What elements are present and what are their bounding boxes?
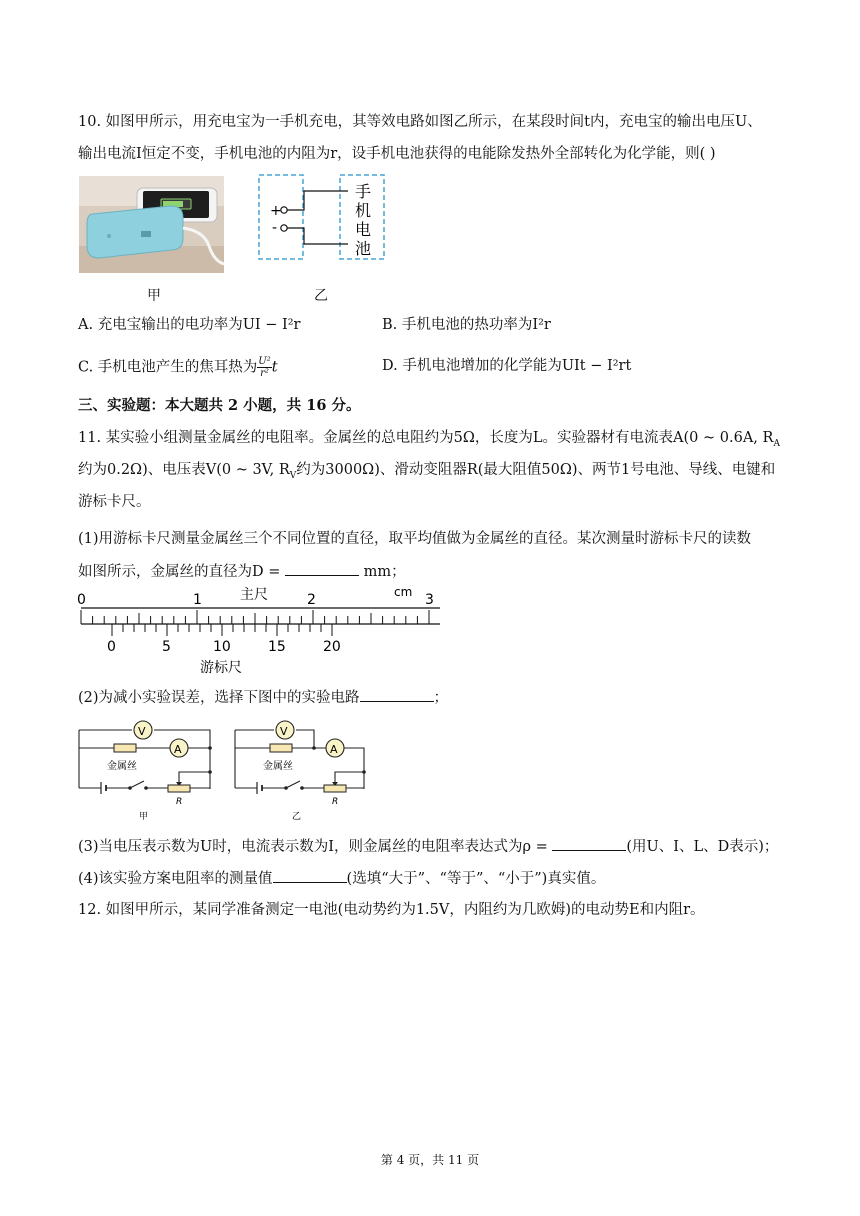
answer-blank-comparison[interactable] bbox=[273, 868, 347, 883]
q11-line3: 游标卡尺。 bbox=[78, 494, 151, 510]
q11-part4 bbox=[78, 868, 605, 889]
wire-label: 金属丝 bbox=[263, 761, 293, 772]
main-tick-label-1: 1 bbox=[193, 592, 202, 608]
battery-char-1: 手 bbox=[355, 182, 372, 201]
battery-char-2: 机 bbox=[355, 201, 372, 220]
section-3-heading: 三、实验题：本大题共 2 小题，共 16 分。 bbox=[78, 397, 361, 414]
circuit-diagram-yi bbox=[230, 716, 375, 822]
q10-option-a: A. 充电宝输出的电功率为UI − I²r bbox=[78, 317, 301, 333]
q10-option-b: B. 手机电池的热功率为I²r bbox=[382, 317, 551, 333]
answer-blank-diameter[interactable] bbox=[285, 561, 359, 576]
vernier-tick-label-20: 20 bbox=[323, 639, 341, 655]
answer-blank-resistivity[interactable] bbox=[552, 836, 626, 851]
wire-label: 金属丝 bbox=[107, 761, 137, 772]
voltmeter-symbol: V bbox=[280, 725, 288, 738]
q10-option-d: D. 手机电池增加的化学能为UIt − I²rt bbox=[382, 358, 632, 374]
rheostat-label: R bbox=[332, 797, 339, 807]
circuit-jia-caption: 甲 bbox=[139, 812, 149, 822]
fraction-denominator: r² bbox=[260, 368, 269, 379]
battery-char-3: 电 bbox=[355, 220, 372, 239]
main-tick-label-3: 3 bbox=[425, 592, 434, 608]
fraction-numerator: U² bbox=[258, 356, 271, 367]
vernier-caliper-diagram bbox=[72, 584, 447, 676]
q11-part3-text: (3)当电压表示数为U时，电流表示数为I，则金属丝的电阻率表达式为ρ = bbox=[78, 839, 553, 855]
q11-line1-sub: A bbox=[773, 438, 780, 449]
q11-part1-text: 如图所示，金属丝的直径为D = bbox=[78, 564, 285, 580]
minus-terminal-label: - bbox=[272, 220, 278, 236]
q11-part3-end: (用U、I、L、D表示)； bbox=[626, 839, 779, 855]
q11-line2-text: 约为0.2Ω)、电压表V(0 ~ 3V, R bbox=[78, 462, 290, 478]
q10-option-c-t: t bbox=[271, 359, 278, 376]
ammeter-symbol: A bbox=[174, 743, 182, 756]
q10-option-c bbox=[78, 356, 278, 379]
q11-part2-end: ； bbox=[433, 690, 449, 706]
cm-unit-label: cm bbox=[394, 585, 413, 599]
vernier-tick-label-10: 10 bbox=[213, 639, 231, 655]
q12-line1: 12. 如图甲所示，某同学准备测定一电池(电动势约为1.5V，内阻约为几欧姆)的电动势E和内阻r。 bbox=[78, 902, 705, 918]
q11-line1-text: 11. 某实验小组测量金属丝的电阻率。金属丝的总电阻约为5Ω，长度为L。实验器材有电流表A(0 ~ 0.6A, R bbox=[78, 430, 774, 446]
figure-yi-caption: 乙 bbox=[314, 288, 328, 304]
main-tick-label-0: 0 bbox=[77, 592, 86, 608]
voltmeter-symbol: V bbox=[138, 725, 146, 738]
circuit-yi-caption: 乙 bbox=[292, 812, 302, 822]
q10-option-c-text: C. 手机电池产生的焦耳热为 bbox=[78, 359, 258, 376]
plus-terminal-label: + bbox=[270, 203, 282, 219]
q11-part1-line2 bbox=[78, 561, 406, 582]
main-scale-label: 主尺 bbox=[240, 587, 268, 603]
equivalent-circuit-diagram bbox=[258, 174, 388, 262]
vernier-scale-label: 游标尺 bbox=[200, 660, 242, 676]
ammeter-symbol: A bbox=[330, 743, 338, 756]
fraction bbox=[257, 356, 271, 379]
q11-part4-end: (选填“大于”、“等于”、“小于”)真实值。 bbox=[346, 871, 606, 887]
q11-part1-line1: (1)用游标卡尺测量金属丝三个不同位置的直径，取平均值做为金属丝的直径。某次测量时游标卡尺的读数 bbox=[78, 531, 752, 547]
q11-line2-rest: 约为3000Ω)、滑动变阻器R(最大阻值50Ω)、两节1号电池、导线、电键和 bbox=[296, 462, 776, 478]
q11-line2 bbox=[78, 460, 775, 486]
q11-line1 bbox=[78, 428, 780, 454]
figure-jia-caption: 甲 bbox=[147, 288, 161, 304]
page-footer: 第 4 页，共 11 页 bbox=[380, 1153, 480, 1167]
vernier-scale-ticks bbox=[112, 624, 332, 636]
main-tick-label-2: 2 bbox=[307, 592, 316, 608]
q11-line2-sub: V bbox=[289, 470, 297, 481]
q11-part2-text: (2)为减小实验误差，选择下图中的实验电路 bbox=[78, 690, 360, 706]
vernier-tick-label-5: 5 bbox=[162, 639, 171, 655]
q10-line2: 输出电流I恒定不变，手机电池的内阻为r，设手机电池获得的电能除发热外全部转化为化学能，则( ) bbox=[78, 146, 716, 162]
battery-char-4: 池 bbox=[355, 239, 372, 258]
power-bank-photo bbox=[79, 176, 224, 273]
rheostat-label: R bbox=[176, 797, 183, 807]
q11-part1-unit: mm； bbox=[359, 564, 406, 580]
q11-part4-text: (4)该实验方案电阻率的测量值 bbox=[78, 871, 273, 887]
q10-line1: 10. 如图甲所示，用充电宝为一手机充电，其等效电路如图乙所示，在某段时间t内，充电宝的输出电压U、 bbox=[78, 114, 762, 130]
main-scale-ticks bbox=[81, 610, 429, 624]
q11-part3 bbox=[78, 836, 778, 857]
vernier-tick-label-15: 15 bbox=[268, 639, 286, 655]
answer-blank-circuit[interactable] bbox=[360, 687, 434, 702]
circuit-diagram-jia bbox=[74, 716, 219, 822]
vernier-tick-label-0: 0 bbox=[107, 639, 116, 655]
q11-part2 bbox=[78, 687, 448, 708]
